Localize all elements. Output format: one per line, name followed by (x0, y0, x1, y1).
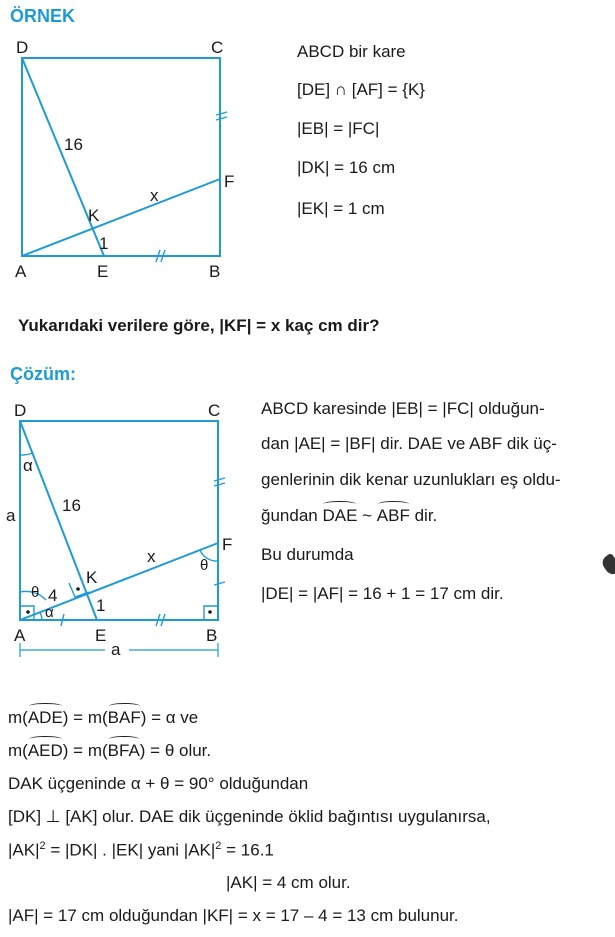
step-line: m(ADE) = m(BAF) = α ve (8, 708, 199, 727)
angle-alpha-d: α (23, 456, 33, 475)
example-label-e: E (97, 262, 109, 281)
example-label-x: x (150, 186, 159, 205)
solution-label-x: x (147, 547, 156, 566)
example-label-16: 16 (64, 135, 83, 154)
paragraph-line: dan |AE| = |BF| dir. DAE ve ABF dik üç- (261, 434, 557, 453)
given-line: |EB| = |FC| (297, 119, 380, 138)
given-line: |DK| = 16 cm (297, 158, 396, 177)
solution-label-bottom-a: a (111, 640, 121, 659)
arc-alpha-d (20, 453, 33, 455)
solution-label-a: A (14, 626, 26, 645)
angle-bfa: BFA (107, 741, 140, 760)
step-line: [DK] ⊥ [AK] olur. DAE dik üçgeninde öklid bağıntısı uygulanırsa, (8, 807, 491, 826)
example-label-b: B (209, 262, 221, 281)
angle-alpha-a: α (45, 604, 54, 621)
solution-heading: Çözüm: (10, 364, 76, 384)
solution-label-1: 1 (96, 596, 106, 615)
angle-abf: ABF (376, 506, 410, 525)
arc-alpha-a (40, 612, 42, 620)
solution-label-f: F (222, 535, 233, 554)
angle-dae: DAE (322, 506, 358, 525)
angle-theta-a: θ (31, 584, 40, 601)
angle-aed: AED (27, 741, 63, 760)
example-label-f: F (224, 172, 235, 191)
solution-label-b: B (206, 626, 218, 645)
given-line: [DE] ∩ [AF] = {K} (297, 80, 425, 99)
solution-label-k: K (86, 568, 98, 587)
step-line: DAK üçgeninde α + θ = 90° olduğundan (8, 774, 309, 793)
example-label-1: 1 (99, 234, 109, 253)
solution-label-4: 4 (48, 586, 58, 605)
paragraph-line: |DE| = |AF| = 16 + 1 = 17 cm dir. (261, 584, 504, 603)
example-label-c: C (211, 38, 224, 57)
step-line: m(AED) = m(BFA) = θ olur. (8, 741, 212, 760)
solution-label-e: E (95, 626, 107, 645)
example-label-d: D (16, 38, 29, 57)
paragraph-line: Bu durumda (261, 545, 354, 564)
solution-label-16: 16 (62, 496, 81, 515)
step-line: |AK| = 4 cm olur. (226, 873, 351, 892)
paragraph-line: genlerinin dik kenar uzunlukları eş oldu- (261, 470, 561, 489)
solution-label-d: D (14, 401, 27, 420)
solution-label-side-a: a (6, 506, 16, 525)
given-line: |EK| = 1 cm (297, 199, 385, 218)
example-label-k: K (88, 206, 100, 225)
angle-theta-f: θ (200, 557, 209, 574)
paragraph-line: ğundan DAE ~ ABF dir. (261, 506, 438, 525)
step-line: $|AK|^2 = |DK|$ . |EK| yani $|AK|^2 = 16.1$ (8, 840, 274, 860)
given-line: ABCD bir kare (297, 42, 406, 61)
paragraph-line: ABCD karesinde |EB| = |FC| olduğun- (261, 399, 545, 418)
solution-label-c: C (208, 401, 221, 420)
example-label-a: A (15, 262, 27, 281)
question-text: Yukarıdaki verilere göre, |KF| = x kaç cm dir? (18, 316, 380, 335)
example-heading: ÖRNEK (10, 6, 76, 26)
angle-baf: BAF (107, 708, 141, 727)
angle-ade: ADE (27, 708, 63, 727)
step-line: |AF| = 17 cm olduğundan |KF| = x = 17 – 4 = 13 cm bulunur. (8, 906, 459, 925)
